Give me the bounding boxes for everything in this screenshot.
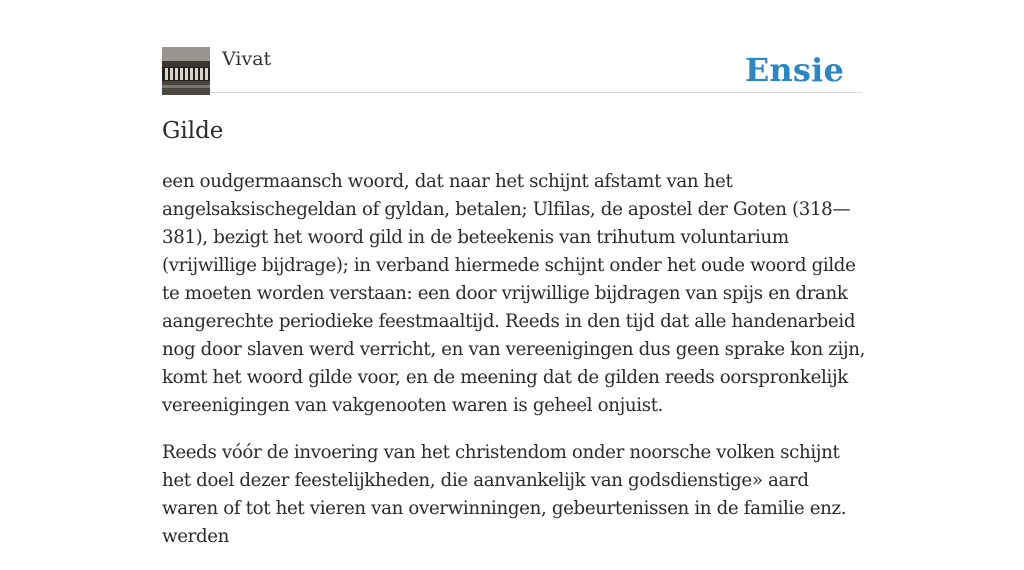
article-paragraph: Reeds vóór de invoering van het christendom onder noorsche volken schijnt het doel dezer feestelijkheden, die aanvankelijk van godsdienstige» aard waren of tot het vieren van overwinningen, gebeurtenissen in de familie enz. werden [162,442,847,547]
author-avatar[interactable] [162,47,210,95]
brand-logo[interactable]: Ensie [744,51,844,89]
author-name[interactable]: Vivat [222,48,272,70]
page-title: Gilde [162,118,224,144]
site-header [162,46,862,93]
article-paragraph: een oudgermaansch woord, dat naar het schijnt afstamt van het angelsaksischegeldan of gyldan, betalen; Ulfilas, de apostel der Goten (318—381), bezigt het woord gild in de beteekenis van trihutum voluntarium (vrijwillige bijdrage); in verband hiermede schijnt onder het oude woord gilde te moeten worden verstaan: een door vrijwillige bijdragen van spijs en drank aangerechte periodieke feestmaaltijd. Reeds in den tijd dat alle handenarbeid nog door slaven werd verricht, en van vereenigingen dus geen sprake kon zijn, komt het woord gilde voor, en de meening dat de gilden reeds oorspronkelijk vereenigingen van vakgenooten waren is geheel onjuist. [162,171,866,416]
typewriter-avatar-icon [162,47,210,95]
article-body [162,168,867,570]
